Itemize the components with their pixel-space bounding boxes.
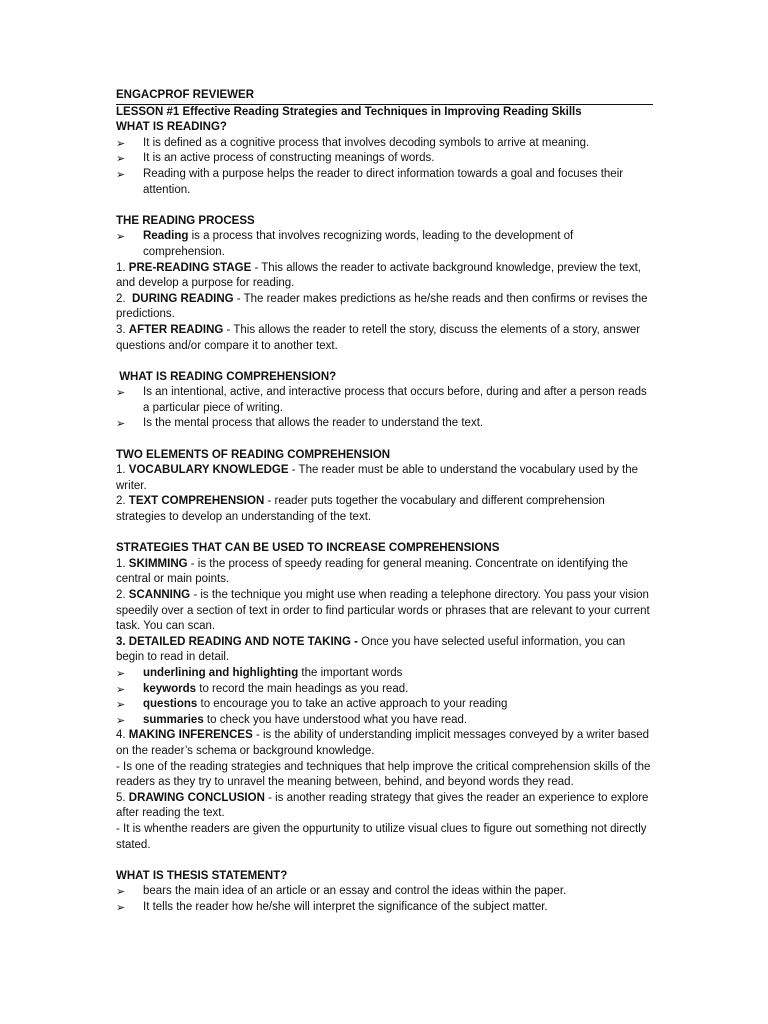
strategy-item — [116, 557, 653, 588]
element-term: VOCABULARY KNOWLEDGE — [128, 464, 289, 477]
strategy-term: SCANNING — [128, 589, 191, 601]
strategy-term: DRAWING CONCLUSION — [128, 791, 265, 804]
arrow-bullet-icon: ➢ — [116, 713, 126, 727]
element-term: TEXT COMPREHENSION — [128, 495, 265, 508]
strategy-text: - is the process of speedy reading for general meaning. Concentrate on identifying the central or main points. — [116, 557, 629, 586]
stage-item — [116, 292, 653, 323]
strategy-term: MAKING INFERENCES — [128, 729, 253, 742]
list-item — [116, 416, 653, 432]
list-item-text: Is an intentional, active, and interactive process that occurs before, during and after a person reads a particular piece of writing. — [143, 386, 647, 414]
element-item — [116, 463, 653, 494]
list-item-term: summaries — [143, 713, 204, 726]
reading-term: Reading — [143, 230, 189, 243]
list-item — [116, 666, 653, 682]
list-item — [116, 151, 653, 167]
stage-text: - The reader makes predictions as he/she reads and then confirms or revises the predictions. — [116, 292, 648, 321]
strategy-text: Once you have selected useful information, you can begin to read in detail. — [116, 635, 626, 664]
list-item — [116, 884, 653, 900]
list-item-text: the important words — [298, 666, 403, 679]
list-item-text: It tells the reader how he/she will interpret the significance of the subject matter. — [143, 900, 548, 913]
stage-item — [116, 323, 653, 354]
list-item-text: It is an active process of constructing meanings of words. — [143, 152, 435, 165]
reading-process-section — [116, 214, 653, 354]
list-item — [116, 697, 653, 713]
list-item — [116, 713, 653, 729]
list-item-text: Is the mental process that allows the reader to understand the text. — [143, 417, 484, 430]
comprehension-section — [116, 370, 653, 432]
stage-term: DURING READING — [131, 292, 234, 305]
arrow-bullet-icon: ➢ — [116, 885, 126, 899]
stage-item — [116, 261, 653, 292]
list-item-term: questions — [143, 698, 198, 711]
list-item-term: underlining and highlighting — [143, 666, 299, 679]
thesis-heading: WHAT IS THESIS STATEMENT? — [116, 869, 288, 882]
list-item — [116, 900, 653, 916]
strategy-item — [116, 791, 653, 822]
strategy-term: SKIMMING — [128, 557, 188, 570]
reading-process-heading: THE READING PROCESS — [116, 214, 255, 227]
arrow-bullet-icon: ➢ — [116, 900, 126, 914]
reading-definition: is a process that involves recognizing words, leading to the development of comprehension. — [143, 230, 574, 258]
comprehension-heading: WHAT IS READING COMPREHENSION? — [116, 370, 337, 383]
arrow-bullet-icon: ➢ — [116, 136, 126, 150]
arrow-bullet-icon: ➢ — [116, 230, 126, 244]
arrow-bullet-icon: ➢ — [116, 167, 126, 181]
arrow-bullet-icon: ➢ — [116, 386, 126, 400]
strategy-number: 4. — [116, 729, 129, 742]
strategies-section — [116, 541, 653, 853]
arrow-bullet-icon: ➢ — [116, 417, 126, 431]
stage-text: - This allows the reader to retell the story, discuss the elements of a story, answer questions and/or compare it to another text. — [116, 323, 641, 352]
strategy-number: 2. — [116, 589, 129, 601]
strategy-item — [116, 588, 653, 635]
element-number: 1. — [116, 464, 129, 477]
list-item — [116, 229, 653, 260]
document-title: ENGACPROF REVIEWER — [116, 89, 255, 101]
arrow-bullet-icon: ➢ — [116, 666, 126, 680]
list-item-text: Reading with a purpose helps the reader to direct information towards a goal and focuses their attention. — [143, 167, 624, 196]
two-elements-section — [116, 448, 653, 526]
strategy-text: - is the technique you might use when reading a telephone directory. You pass your vision speedily over a section of text in order to find particular words or phrases that are relevant to your current task. You can scan. — [116, 589, 650, 633]
list-item-text: bears the main idea of an article or an essay and control the ideas within the paper. — [143, 885, 567, 898]
strategy-term: 3. DETAILED READING AND NOTE TAKING - — [116, 635, 358, 648]
strategy-item — [116, 635, 653, 666]
element-number: 2. — [116, 495, 129, 508]
element-item — [116, 494, 653, 525]
list-item — [116, 385, 653, 416]
list-item-text: to encourage you to take an active approach to your reading — [197, 698, 508, 711]
document-content — [116, 88, 653, 915]
list-item — [116, 682, 653, 698]
element-text: - reader puts together the vocabulary and different comprehension strategies to develop an understanding of the text. — [116, 495, 605, 524]
list-item-text: to record the main headings as you read. — [196, 682, 409, 695]
stage-number: 1. — [116, 261, 129, 274]
strategy-text: - is the ability of understanding implicit messages conveyed by a writer based on the reader’s schema or background knowledge. — [116, 729, 650, 757]
strategy-number: 5. — [116, 791, 129, 804]
stage-term: AFTER READING — [128, 323, 224, 336]
stage-term: PRE-READING STAGE — [128, 261, 252, 274]
strategy-note: - Is one of the reading strategies and techniques that help improve the critical comprehension skills of the readers as they try to unravel the meaning between, behind, and beyond words they read. — [116, 760, 651, 789]
two-elements-heading: TWO ELEMENTS OF READING COMPREHENSION — [116, 448, 391, 461]
list-item-text: to check you have understood what you have read. — [203, 713, 468, 726]
strategy-number: 1. — [116, 557, 129, 570]
list-item — [116, 167, 653, 198]
strategy-note: - It is whenthe readers are given the oppurtunity to utilize visual clues to figure out something not directly stated. — [116, 822, 647, 851]
stage-text: - This allows the reader to activate background knowledge, preview the text, and develop a purpose for reading. — [116, 261, 641, 290]
strategy-item — [116, 728, 653, 759]
stage-number: 2. — [116, 292, 132, 305]
arrow-bullet-icon: ➢ — [116, 152, 126, 166]
what-is-reading-heading: WHAT IS READING? — [116, 121, 227, 134]
list-item — [116, 136, 653, 152]
strategies-heading: STRATEGIES THAT CAN BE USED TO INCREASE COMPREHENSIONS — [116, 542, 500, 555]
strategy-text: - is another reading strategy that gives the reader an experience to explore after reading the text. — [116, 791, 649, 820]
list-item-text: It is defined as a cognitive process that involves decoding symbols to arrive at meaning. — [143, 136, 590, 149]
stage-number: 3. — [116, 323, 129, 336]
arrow-bullet-icon: ➢ — [116, 682, 126, 696]
list-item-term: keywords — [143, 682, 197, 695]
element-text: - The reader must be able to understand the vocabulary used by the writer. — [116, 464, 639, 492]
thesis-section — [116, 869, 653, 916]
lesson-title: LESSON #1 Effective Reading Strategies and Techniques in Improving Reading Skills — [116, 105, 582, 118]
arrow-bullet-icon: ➢ — [116, 698, 126, 712]
